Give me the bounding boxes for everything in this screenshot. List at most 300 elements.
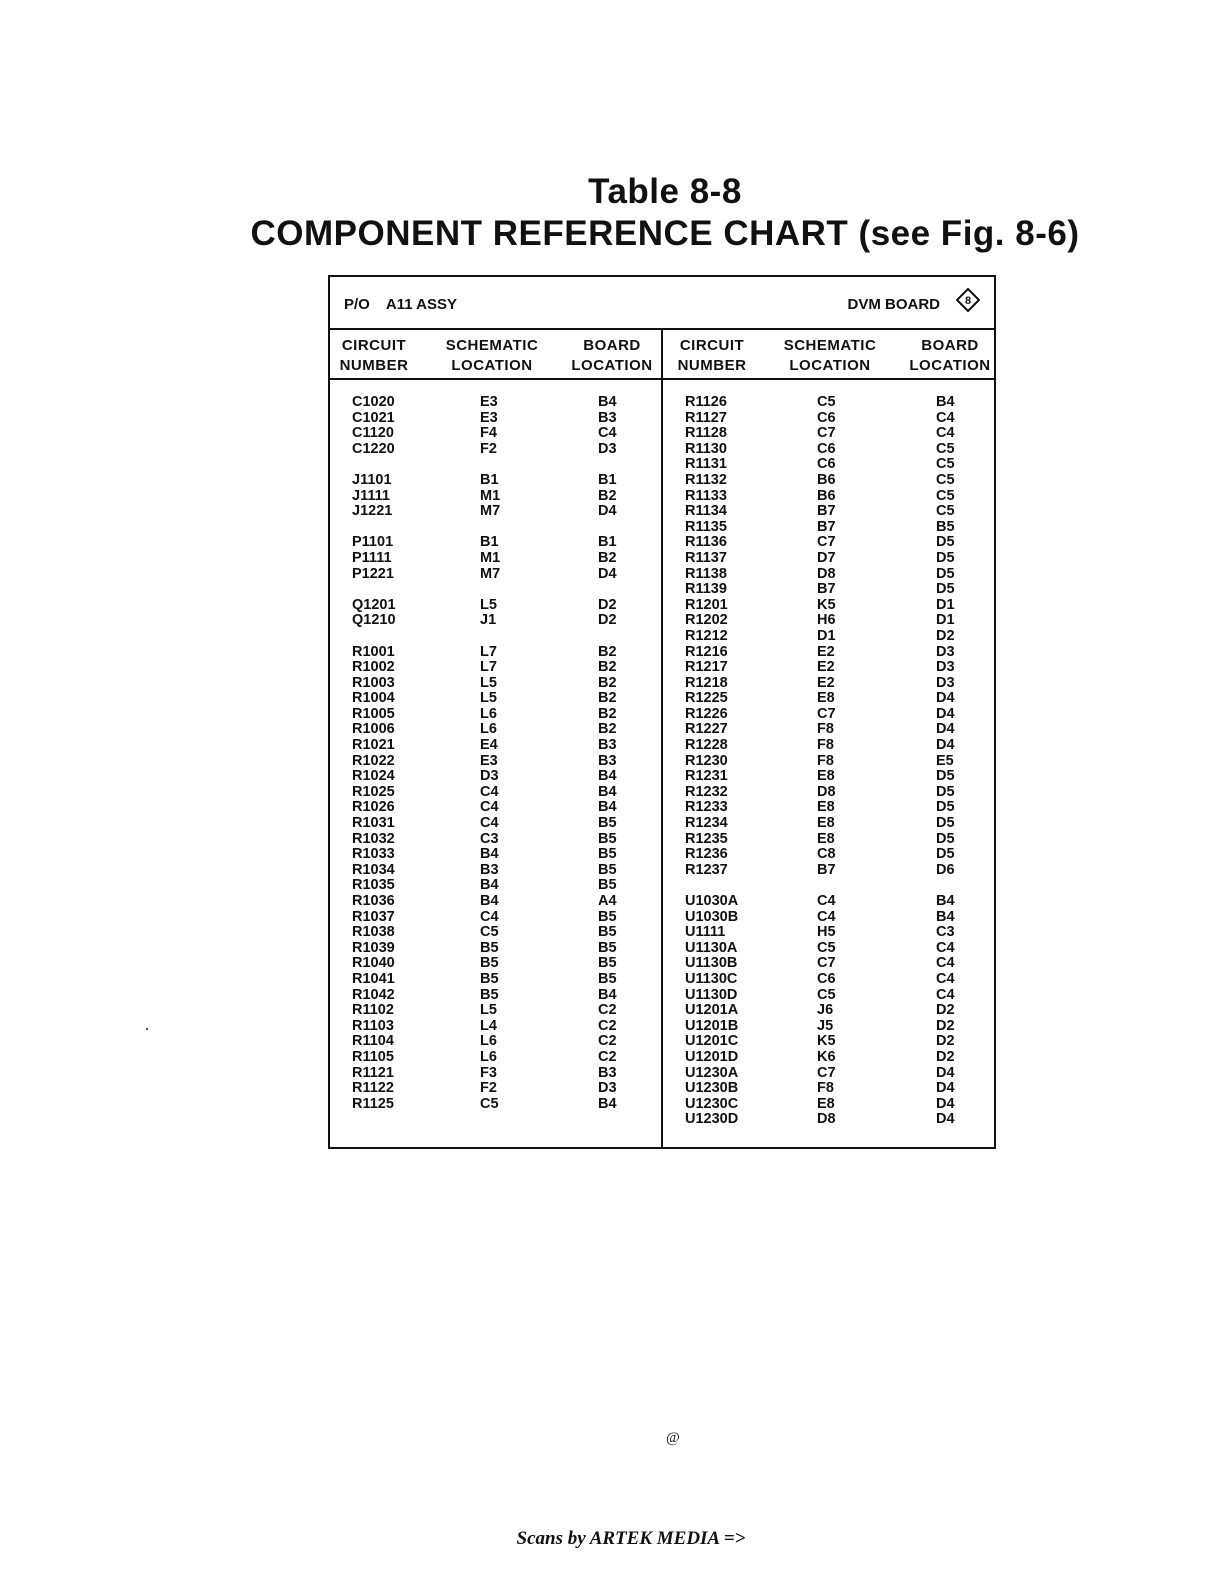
board-location-cell: D4 bbox=[598, 565, 617, 582]
schematic-location-cell: C5 bbox=[817, 394, 836, 410]
table-row bbox=[663, 691, 993, 707]
circuit-number-cell: J1111 bbox=[352, 487, 390, 504]
schematic-location-cell: L5 bbox=[480, 690, 497, 707]
board-location-cell: D2 bbox=[936, 1048, 955, 1065]
schematic-location-cell: C5 bbox=[480, 924, 499, 941]
schematic-location-cell: B4 bbox=[480, 877, 499, 894]
board-location-cell: D4 bbox=[936, 1111, 955, 1128]
circuit-number-cell: R1103 bbox=[352, 1017, 394, 1034]
table-row bbox=[330, 925, 660, 941]
schematic-location-cell: K5 bbox=[817, 596, 836, 613]
schematic-location-cell: D8 bbox=[817, 783, 836, 800]
board-location-cell: B4 bbox=[936, 394, 955, 410]
table-row bbox=[330, 707, 660, 723]
schematic-location-cell: F2 bbox=[480, 1080, 497, 1097]
board-location-cell: B2 bbox=[598, 659, 617, 676]
circuit-number-cell: Q1210 bbox=[352, 612, 396, 629]
circuit-number-cell: U1030B bbox=[685, 908, 739, 925]
circuit-number-cell: R1026 bbox=[352, 799, 395, 816]
col-header-line2: NUMBER bbox=[677, 357, 747, 374]
circuit-number-cell: R1226 bbox=[685, 705, 728, 722]
circuit-number-cell: R1135 bbox=[685, 518, 727, 535]
table-row bbox=[663, 629, 993, 645]
table-row bbox=[330, 988, 660, 1004]
table-row bbox=[663, 1066, 993, 1082]
col-header-line2: LOCATION bbox=[451, 357, 533, 374]
schematic-location-cell: F4 bbox=[480, 425, 497, 442]
table-row bbox=[330, 613, 660, 629]
schematic-location-cell: J1 bbox=[480, 612, 497, 629]
board-location-cell: D2 bbox=[936, 1002, 955, 1019]
circuit-number-cell: R1132 bbox=[685, 471, 727, 488]
table-row bbox=[663, 878, 993, 894]
circuit-number-cell: U1130C bbox=[685, 970, 738, 987]
schematic-location-cell: F8 bbox=[817, 752, 834, 769]
circuit-number-cell: R1104 bbox=[352, 1033, 394, 1050]
table-row bbox=[330, 567, 660, 583]
schematic-location-cell: L6 bbox=[480, 721, 497, 738]
board-location-cell: B4 bbox=[598, 986, 617, 1003]
table-row bbox=[663, 754, 993, 770]
table-row bbox=[330, 504, 660, 520]
circuit-number-cell: R1005 bbox=[352, 705, 395, 722]
circuit-number-cell: R1004 bbox=[352, 690, 395, 707]
schematic-location-cell: C4 bbox=[480, 783, 499, 800]
col-header-line2: LOCATION bbox=[909, 357, 991, 374]
col-header-schematic-location-right bbox=[776, 336, 884, 376]
board-location-cell: D3 bbox=[598, 440, 617, 457]
board-location-cell: D4 bbox=[936, 737, 955, 754]
schematic-location-cell: B7 bbox=[817, 503, 836, 520]
circuit-number-cell: C1021 bbox=[352, 409, 395, 426]
schematic-location-cell: J6 bbox=[817, 1002, 834, 1019]
schematic-location-cell: B5 bbox=[480, 939, 499, 956]
circuit-number-cell: R1032 bbox=[352, 830, 395, 847]
col-header-line1: BOARD bbox=[921, 337, 979, 354]
board-location-cell: C4 bbox=[936, 970, 955, 987]
schematic-location-cell: D1 bbox=[817, 627, 836, 644]
circuit-number-cell: U1230C bbox=[685, 1095, 739, 1112]
table-row bbox=[330, 769, 660, 785]
circuit-number-cell: R1024 bbox=[352, 768, 395, 785]
schematic-location-cell: K6 bbox=[817, 1048, 836, 1065]
board-location-cell: D4 bbox=[936, 1095, 955, 1112]
board-location-cell: D5 bbox=[936, 768, 955, 785]
board-location-cell: B2 bbox=[598, 549, 617, 566]
board-location-cell: D4 bbox=[936, 721, 955, 738]
board-location-cell: D5 bbox=[936, 549, 955, 566]
table-row bbox=[663, 535, 993, 551]
circuit-number-cell: U1230D bbox=[685, 1111, 739, 1128]
scan-credit-footer: Scans by ARTEK MEDIA => bbox=[516, 1528, 746, 1549]
board-location-cell: B3 bbox=[598, 752, 617, 769]
board-location-cell: C4 bbox=[936, 986, 955, 1003]
board-location-cell: B3 bbox=[598, 1064, 617, 1081]
board-location-cell: D5 bbox=[936, 846, 955, 863]
table-row bbox=[330, 411, 660, 427]
table-number-title: Table 8-8 bbox=[588, 172, 742, 211]
circuit-number-cell: J1221 bbox=[352, 503, 393, 520]
table-row bbox=[330, 754, 660, 770]
schematic-location-cell: E4 bbox=[480, 737, 498, 754]
board-location-cell: D2 bbox=[936, 1017, 955, 1034]
schematic-location-cell: M1 bbox=[480, 487, 501, 504]
table-row bbox=[663, 956, 993, 972]
col-header-circuit-number-right bbox=[672, 336, 752, 376]
table-row bbox=[663, 910, 993, 926]
board-location-cell: B2 bbox=[598, 690, 617, 707]
circuit-number-cell: R1021 bbox=[352, 737, 395, 754]
table-row bbox=[663, 941, 993, 957]
circuit-number-cell: U1230A bbox=[685, 1064, 739, 1081]
table-row bbox=[663, 676, 993, 692]
schematic-location-cell: B4 bbox=[480, 846, 499, 863]
circuit-number-cell: C1220 bbox=[352, 440, 395, 457]
circuit-number-cell: R1216 bbox=[685, 643, 728, 660]
schematic-location-cell: C4 bbox=[480, 908, 499, 925]
circuit-number-cell: P1111 bbox=[352, 549, 392, 566]
table-row bbox=[330, 894, 660, 910]
circuit-number-cell: R1001 bbox=[352, 643, 395, 660]
schematic-location-cell: J5 bbox=[817, 1017, 834, 1034]
circuit-number-cell: R1105 bbox=[352, 1048, 394, 1065]
table-row bbox=[330, 660, 660, 676]
board-location-cell: C4 bbox=[936, 955, 955, 972]
schematic-location-cell: C5 bbox=[480, 1095, 499, 1112]
po-assembly-label bbox=[344, 296, 457, 313]
schematic-location-cell: L4 bbox=[480, 1017, 497, 1034]
schematic-location-cell: M1 bbox=[480, 549, 501, 566]
table-row bbox=[663, 1112, 993, 1128]
table-row bbox=[663, 395, 993, 411]
circuit-number-cell: U1130B bbox=[685, 955, 738, 972]
table-row bbox=[330, 878, 660, 894]
schematic-location-cell: E8 bbox=[817, 690, 835, 707]
circuit-number-cell: R1126 bbox=[685, 394, 727, 410]
schematic-location-cell: B5 bbox=[480, 955, 499, 972]
schematic-location-cell: C7 bbox=[817, 955, 836, 972]
circuit-number-cell: C1120 bbox=[352, 425, 394, 442]
table-row bbox=[663, 598, 993, 614]
table-row bbox=[663, 707, 993, 723]
circuit-number-cell: R1102 bbox=[352, 1002, 394, 1019]
table-row bbox=[663, 567, 993, 583]
table-row bbox=[330, 489, 660, 505]
schematic-location-cell: B7 bbox=[817, 861, 836, 878]
board-location-cell: B1 bbox=[598, 534, 617, 551]
schematic-location-cell: E2 bbox=[817, 643, 835, 660]
circuit-number-cell: U1201B bbox=[685, 1017, 739, 1034]
schematic-location-cell: F3 bbox=[480, 1064, 497, 1081]
board-location-cell: D2 bbox=[598, 612, 617, 629]
board-location-cell: B2 bbox=[598, 705, 617, 722]
left-row-list bbox=[330, 395, 660, 1112]
schematic-location-cell: M7 bbox=[480, 565, 501, 582]
col-header-line2: LOCATION bbox=[789, 357, 871, 374]
schematic-location-cell: E3 bbox=[480, 394, 498, 410]
schematic-location-cell: C5 bbox=[817, 939, 836, 956]
circuit-number-cell: R1037 bbox=[352, 908, 395, 925]
schematic-location-cell: C7 bbox=[817, 425, 836, 442]
schematic-location-cell: C8 bbox=[817, 846, 836, 863]
board-location-cell: B2 bbox=[598, 721, 617, 738]
table-row bbox=[663, 1050, 993, 1066]
table-row bbox=[330, 520, 660, 536]
circuit-number-cell: R1002 bbox=[352, 659, 395, 676]
circuit-number-cell: R1033 bbox=[352, 846, 395, 863]
table-row bbox=[330, 1019, 660, 1035]
board-location-cell: B1 bbox=[598, 471, 617, 488]
table-row bbox=[330, 972, 660, 988]
circuit-number-cell: P1101 bbox=[352, 534, 394, 551]
table-row bbox=[663, 645, 993, 661]
schematic-location-cell: F2 bbox=[480, 440, 497, 457]
board-location-cell: D5 bbox=[936, 830, 955, 847]
circuit-number-cell: R1235 bbox=[685, 830, 728, 847]
table-row bbox=[330, 785, 660, 801]
board-location-cell: B4 bbox=[598, 783, 617, 800]
circuit-number-cell: R1034 bbox=[352, 861, 395, 878]
table-row bbox=[663, 1097, 993, 1113]
table-row bbox=[663, 457, 993, 473]
circuit-number-cell: U1130A bbox=[685, 939, 738, 956]
component-reference-table bbox=[328, 275, 996, 1149]
board-location-cell: B5 bbox=[598, 846, 617, 863]
schematic-location-cell: B3 bbox=[480, 861, 499, 878]
board-location-cell: B4 bbox=[598, 799, 617, 816]
table-row bbox=[330, 800, 660, 816]
board-location-cell: B4 bbox=[936, 893, 955, 909]
circuit-number-cell: U1201D bbox=[685, 1048, 739, 1065]
circuit-number-cell: R1137 bbox=[685, 549, 727, 566]
circuit-number-cell: R1031 bbox=[352, 815, 395, 832]
board-location-cell: C2 bbox=[598, 1017, 617, 1034]
circuit-number-cell: R1040 bbox=[352, 955, 395, 972]
circuit-number-cell: R1212 bbox=[685, 627, 728, 644]
table-row bbox=[663, 411, 993, 427]
board-location-cell: B5 bbox=[598, 861, 617, 878]
table-row bbox=[330, 629, 660, 645]
table-row bbox=[663, 426, 993, 442]
board-location-cell: D5 bbox=[936, 783, 955, 800]
board-location-cell: D4 bbox=[936, 690, 955, 707]
board-location-cell: B4 bbox=[598, 394, 617, 410]
board-location-cell: D1 bbox=[936, 612, 955, 629]
table-row bbox=[663, 1003, 993, 1019]
table-row bbox=[663, 785, 993, 801]
board-location-cell: C4 bbox=[936, 409, 955, 426]
schematic-location-cell: B4 bbox=[480, 893, 499, 909]
circuit-number-cell: R1231 bbox=[685, 768, 728, 785]
table-row bbox=[663, 1081, 993, 1097]
schematic-location-cell: E8 bbox=[817, 799, 835, 816]
schematic-location-cell: L5 bbox=[480, 596, 497, 613]
board-location-cell: D5 bbox=[936, 799, 955, 816]
board-location-cell: C5 bbox=[936, 487, 955, 504]
table-row bbox=[663, 847, 993, 863]
circuit-number-cell: U1130D bbox=[685, 986, 738, 1003]
board-location-cell: D2 bbox=[936, 627, 955, 644]
board-location-cell: D5 bbox=[936, 534, 955, 551]
board-location-cell: D2 bbox=[598, 596, 617, 613]
board-location-cell: C4 bbox=[936, 425, 955, 442]
schematic-location-cell: C6 bbox=[817, 456, 836, 473]
schematic-location-cell: F8 bbox=[817, 1080, 834, 1097]
circuit-number-cell: R1202 bbox=[685, 612, 728, 629]
circuit-number-cell: R1232 bbox=[685, 783, 728, 800]
schematic-location-cell: B5 bbox=[480, 970, 499, 987]
scan-speck bbox=[146, 1028, 148, 1030]
board-location-cell: B2 bbox=[598, 643, 617, 660]
schematic-location-cell: D3 bbox=[480, 768, 499, 785]
circuit-number-cell: R1128 bbox=[685, 425, 727, 442]
col-header-line1: SCHEMATIC bbox=[783, 337, 877, 354]
schematic-location-cell: D7 bbox=[817, 549, 836, 566]
board-location-cell: C2 bbox=[598, 1048, 617, 1065]
schematic-location-cell: H6 bbox=[817, 612, 836, 629]
table-row bbox=[663, 582, 993, 598]
circuit-number-cell: R1122 bbox=[352, 1080, 394, 1097]
schematic-location-cell: C6 bbox=[817, 409, 836, 426]
chart-title: COMPONENT REFERENCE CHART (see Fig. 8-6) bbox=[250, 214, 1080, 253]
table-row bbox=[663, 660, 993, 676]
circuit-number-cell: C1020 bbox=[352, 394, 395, 410]
board-location-cell: D4 bbox=[598, 503, 617, 520]
table-row bbox=[330, 395, 660, 411]
table-row bbox=[330, 535, 660, 551]
schematic-location-cell: E2 bbox=[817, 674, 835, 691]
circuit-number-cell: R1036 bbox=[352, 893, 395, 909]
schematic-location-cell: L7 bbox=[480, 643, 497, 660]
col-header-schematic-location-left bbox=[438, 336, 546, 376]
circuit-number-cell: U1030A bbox=[685, 893, 739, 909]
schematic-location-cell: E3 bbox=[480, 409, 498, 426]
table-row bbox=[663, 489, 993, 505]
circuit-number-cell: R1130 bbox=[685, 440, 727, 457]
circuit-number-cell: R1136 bbox=[685, 534, 727, 551]
circuit-number-cell: P1221 bbox=[352, 565, 394, 582]
col-header-line1: CIRCUIT bbox=[341, 337, 407, 354]
board-location-cell: D4 bbox=[936, 1080, 955, 1097]
circuit-number-cell: R1127 bbox=[685, 409, 727, 426]
board-location-cell: D6 bbox=[936, 861, 955, 878]
assy-label: A11 ASSY bbox=[385, 296, 457, 313]
table-row bbox=[663, 1019, 993, 1035]
board-location-cell: D5 bbox=[936, 581, 955, 598]
schematic-location-cell: C4 bbox=[817, 908, 836, 925]
board-location-cell: D3 bbox=[936, 674, 955, 691]
board-location-cell: C2 bbox=[598, 1033, 617, 1050]
circuit-number-cell: R1233 bbox=[685, 799, 728, 816]
col-header-circuit-number-left bbox=[334, 336, 414, 376]
table-row bbox=[663, 988, 993, 1004]
schematic-location-cell: E8 bbox=[817, 830, 835, 847]
board-location-cell: D1 bbox=[936, 596, 955, 613]
board-location-cell: D3 bbox=[936, 643, 955, 660]
col-header-board-location-left bbox=[566, 336, 658, 376]
circuit-number-cell: R1022 bbox=[352, 752, 395, 769]
board-location-cell: B3 bbox=[598, 409, 617, 426]
board-location-cell: C3 bbox=[936, 924, 955, 941]
table-row bbox=[330, 910, 660, 926]
page-mark: @ bbox=[666, 1430, 680, 1446]
board-location-cell: E5 bbox=[936, 752, 954, 769]
circuit-number-cell: R1217 bbox=[685, 659, 728, 676]
table-row bbox=[330, 691, 660, 707]
schematic-location-cell: B1 bbox=[480, 471, 499, 488]
board-location-cell: A4 bbox=[598, 893, 617, 909]
circuit-number-cell: R1003 bbox=[352, 674, 395, 691]
schematic-location-cell: D8 bbox=[817, 565, 836, 582]
circuit-number-cell: R1234 bbox=[685, 815, 728, 832]
table-row bbox=[330, 722, 660, 738]
schematic-location-cell: E8 bbox=[817, 815, 835, 832]
schematic-location-cell: C7 bbox=[817, 534, 836, 551]
board-location-cell: B4 bbox=[598, 1095, 617, 1112]
circuit-number-cell: R1035 bbox=[352, 877, 395, 894]
table-row bbox=[663, 722, 993, 738]
assembly-header bbox=[330, 277, 994, 330]
board-location-cell: B5 bbox=[598, 815, 617, 832]
schematic-location-cell: C6 bbox=[817, 970, 836, 987]
board-location-cell: B5 bbox=[936, 518, 955, 535]
schematic-location-cell: C7 bbox=[817, 1064, 836, 1081]
table-row bbox=[330, 832, 660, 848]
schematic-location-cell: D8 bbox=[817, 1111, 836, 1128]
board-location-cell: D2 bbox=[936, 1033, 955, 1050]
circuit-number-cell: R1025 bbox=[352, 783, 395, 800]
board-location-cell: C4 bbox=[936, 939, 955, 956]
table-row bbox=[330, 738, 660, 754]
table-row bbox=[330, 956, 660, 972]
board-location-cell: B5 bbox=[598, 924, 617, 941]
circuit-number-cell: R1039 bbox=[352, 939, 395, 956]
col-header-board-location-right bbox=[904, 336, 996, 376]
schematic-location-cell: L6 bbox=[480, 1033, 497, 1050]
schematic-location-cell: C4 bbox=[817, 893, 836, 909]
table-row bbox=[663, 800, 993, 816]
table-row bbox=[330, 816, 660, 832]
table-row bbox=[330, 473, 660, 489]
table-row bbox=[330, 426, 660, 442]
board-location-cell: C2 bbox=[598, 1002, 617, 1019]
schematic-location-cell: E8 bbox=[817, 768, 835, 785]
schematic-location-cell: B6 bbox=[817, 471, 836, 488]
table-row bbox=[663, 520, 993, 536]
schematic-location-cell: B1 bbox=[480, 534, 499, 551]
table-row bbox=[663, 551, 993, 567]
board-location-cell: C5 bbox=[936, 456, 955, 473]
table-row bbox=[663, 863, 993, 879]
board-number-text: 8 bbox=[964, 295, 972, 307]
board-location-cell: B5 bbox=[598, 830, 617, 847]
circuit-number-cell: R1201 bbox=[685, 596, 728, 613]
circuit-number-cell: R1237 bbox=[685, 861, 728, 878]
circuit-number-cell: R1139 bbox=[685, 581, 727, 598]
schematic-location-cell: F8 bbox=[817, 721, 834, 738]
circuit-number-cell: R1228 bbox=[685, 737, 728, 754]
circuit-number-cell: R1121 bbox=[352, 1064, 394, 1081]
board-location-cell: C4 bbox=[598, 425, 617, 442]
table-row bbox=[330, 1066, 660, 1082]
board-diamond-icon bbox=[956, 288, 980, 312]
table-row bbox=[330, 1050, 660, 1066]
schematic-location-cell: L5 bbox=[480, 1002, 497, 1019]
schematic-location-cell: E8 bbox=[817, 1095, 835, 1112]
table-row bbox=[330, 1097, 660, 1113]
board-location-cell: B3 bbox=[598, 737, 617, 754]
circuit-number-cell: R1038 bbox=[352, 924, 395, 941]
